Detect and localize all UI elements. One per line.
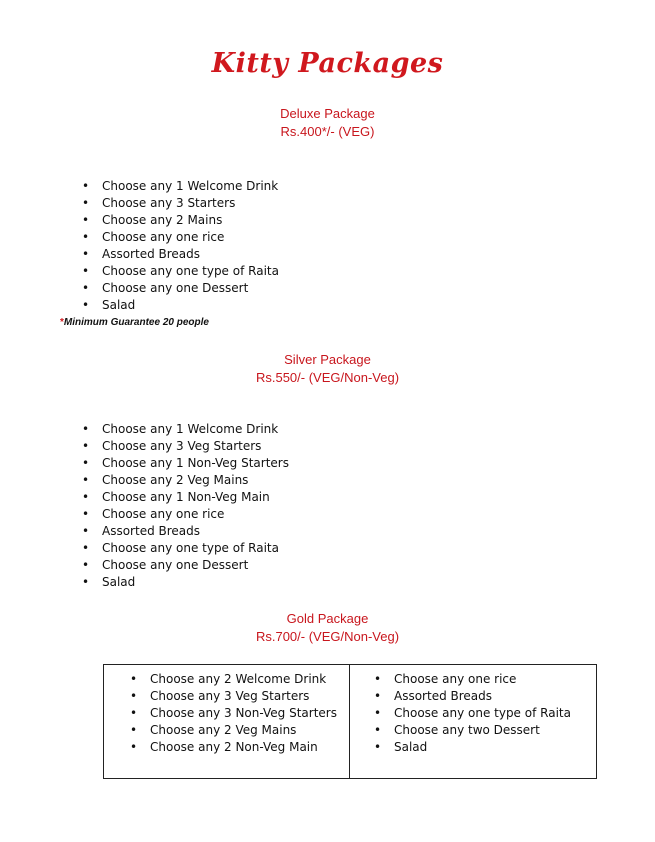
gold-item-list-right xyxy=(374,671,571,756)
list-item-text: Salad xyxy=(102,298,136,312)
list-item xyxy=(130,739,337,756)
silver-package-price: Rs.550/- (VEG/Non-Veg) xyxy=(255,370,400,385)
list-item-text: Choose any 2 Veg Mains xyxy=(102,473,249,487)
list-item-text: Choose any one type of Raita xyxy=(394,706,571,720)
list-item-text: Salad xyxy=(102,575,136,589)
list-item-text: Salad xyxy=(394,740,428,754)
list-item-text: Choose any 2 Mains xyxy=(102,213,223,227)
list-item-text: Assorted Breads xyxy=(102,247,201,261)
list-item xyxy=(82,212,279,229)
list-item xyxy=(82,472,289,489)
list-item-text: Choose any one Dessert xyxy=(102,558,249,572)
list-item-text: Choose any 3 Non-Veg Starters xyxy=(150,706,337,720)
list-item-text: Choose any 2 Veg Mains xyxy=(150,723,297,737)
list-item-text: Choose any one Dessert xyxy=(102,281,249,295)
list-item xyxy=(374,722,571,739)
list-item-text: Choose any one rice xyxy=(102,507,225,521)
deluxe-item-list xyxy=(82,178,279,314)
list-item-text: Choose any 1 Non-Veg Main xyxy=(102,490,270,504)
list-item-text: Choose any two Dessert xyxy=(394,723,540,737)
list-item xyxy=(82,421,289,438)
list-item xyxy=(374,688,571,705)
gold-package-price: Rs.700/- (VEG/Non-Veg) xyxy=(255,629,400,644)
gold-table-left-cell xyxy=(104,665,350,778)
list-item-text: Choose any 2 Welcome Drink xyxy=(150,672,327,686)
list-item xyxy=(130,671,337,688)
gold-table-right-cell xyxy=(350,665,596,778)
list-item xyxy=(130,688,337,705)
silver-package-name: Silver Package xyxy=(284,352,371,367)
list-item-text: Choose any 3 Veg Starters xyxy=(102,439,262,453)
list-item xyxy=(82,263,279,280)
list-item xyxy=(82,229,279,246)
list-item xyxy=(82,455,289,472)
list-item-text: Choose any 1 Welcome Drink xyxy=(102,179,279,193)
list-item xyxy=(82,195,279,212)
note-text: Minimum Guarantee 20 people xyxy=(63,317,209,328)
list-item-text: Choose any one type of Raita xyxy=(102,541,279,555)
note-asterisk: * xyxy=(60,317,64,328)
list-item-text: Choose any one rice xyxy=(102,230,225,244)
list-item xyxy=(82,280,279,297)
list-item-text: Choose any 3 Veg Starters xyxy=(150,689,310,703)
list-item xyxy=(82,523,289,540)
list-item-text: Choose any 1 Welcome Drink xyxy=(102,422,279,436)
list-item xyxy=(374,705,571,722)
list-item-text: Assorted Breads xyxy=(102,524,201,538)
page-title: Kitty Packages xyxy=(211,48,444,79)
list-item xyxy=(82,178,279,195)
minimum-guarantee-note xyxy=(60,317,209,328)
list-item xyxy=(82,506,289,523)
gold-package-name: Gold Package xyxy=(286,611,369,626)
list-item xyxy=(82,297,279,314)
list-item xyxy=(82,489,289,506)
list-item xyxy=(130,722,337,739)
deluxe-package-name: Deluxe Package xyxy=(280,106,375,121)
list-item-text: Choose any 2 Non-Veg Main xyxy=(150,740,318,754)
list-item xyxy=(130,705,337,722)
list-item xyxy=(82,557,289,574)
gold-item-list-left xyxy=(130,671,337,756)
list-item-text: Choose any one type of Raita xyxy=(102,264,279,278)
list-item-text: Choose any one rice xyxy=(394,672,517,686)
list-item-text: Choose any 3 Starters xyxy=(102,196,236,210)
list-item xyxy=(82,540,289,557)
list-item-text: Choose any 1 Non-Veg Starters xyxy=(102,456,289,470)
list-item xyxy=(374,739,571,756)
gold-package-table xyxy=(103,664,597,779)
list-item xyxy=(82,246,279,263)
list-item-text: Assorted Breads xyxy=(394,689,493,703)
silver-item-list xyxy=(82,421,289,591)
list-item xyxy=(82,574,289,591)
list-item xyxy=(82,438,289,455)
list-item xyxy=(374,671,571,688)
deluxe-package-price: Rs.400*/- (VEG) xyxy=(280,124,375,139)
